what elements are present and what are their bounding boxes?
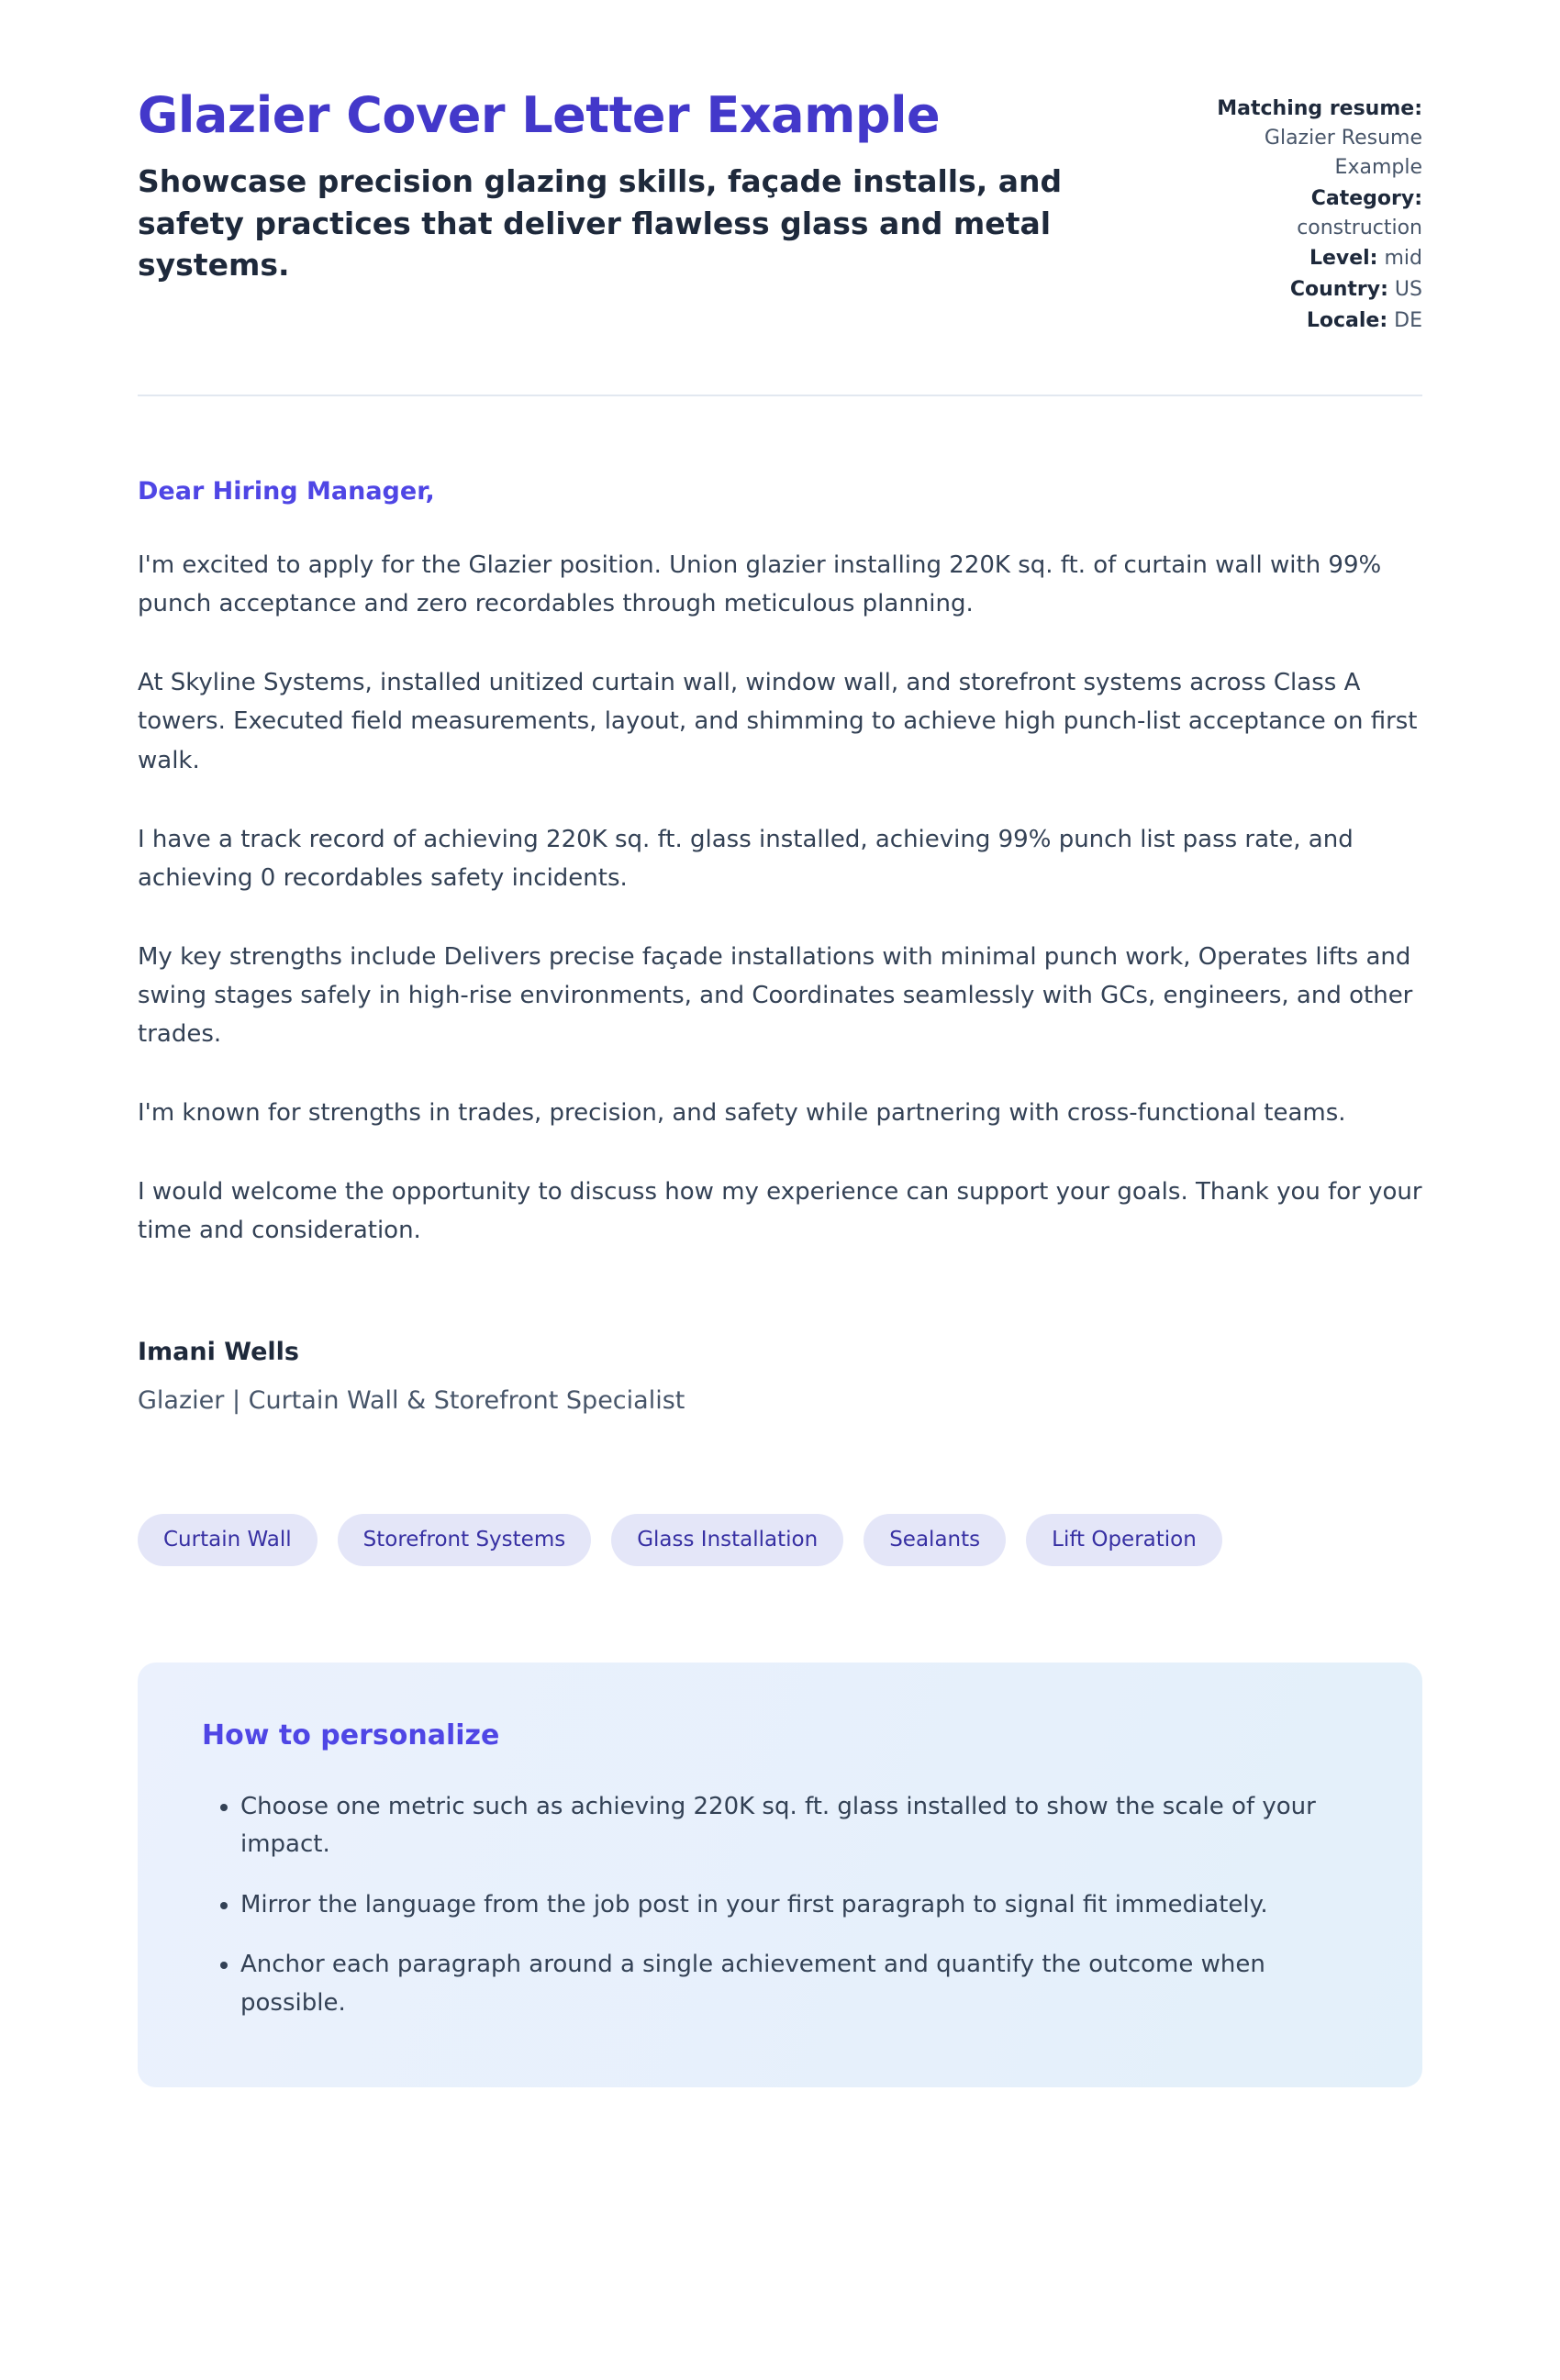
page-header xyxy=(138,87,1422,338)
letter-paragraph: I have a track record of achieving 220K sq. ft. glass installed, achieving 99% punch list pass rate, and achieving 0 recordables safety incidents. xyxy=(138,825,1354,892)
tag-sealants[interactable]: Sealants xyxy=(864,1514,1006,1566)
signature-role: Glazier | Curtain Wall & Storefront Specialist xyxy=(138,1385,685,1415)
meta-label: Category: xyxy=(1310,186,1422,210)
meta-value: construction xyxy=(1297,216,1422,239)
personalize-list xyxy=(202,1788,1358,2023)
meta-level xyxy=(1198,244,1422,273)
letter-paragraph: I'm excited to apply for the Glazier position. Union glazier installing 220K sq. ft. of curtain wall with 99% punch acceptance and zero recordables through meticulous planning. xyxy=(138,551,1382,618)
letter-paragraph: At Skyline Systems, installed unitized curtain wall, window wall, and storefront systems across Class A towers. Executed field measurements, layout, and shimming to achieve high punch-list acceptance on first walk. xyxy=(138,669,1418,774)
tag-curtain-wall[interactable]: Curtain Wall xyxy=(138,1514,318,1566)
meta-label: Country: xyxy=(1289,278,1388,302)
meta-value: US xyxy=(1394,278,1422,302)
personalize-tip: • Choose one metric such as achieving 220K sq. ft. glass installed to show the scale of your impact. xyxy=(240,1788,1358,1864)
meta-label: Matching resume: xyxy=(1217,97,1422,120)
personalize-tip: • Mirror the language from the job post in your first paragraph to signal fit immediately. xyxy=(240,1886,1358,1925)
personalize-card xyxy=(138,1663,1422,2087)
letter-paragraph: I'm known for strengths in trades, precision, and safety while partnering with cross-functional teams. xyxy=(138,1099,1346,1128)
skill-tags xyxy=(138,1514,1422,1566)
meta-label: Locale: xyxy=(1306,309,1388,333)
meta-country xyxy=(1198,275,1422,305)
tag-lift-operation[interactable]: Lift Operation xyxy=(1026,1514,1222,1566)
letter-greeting: Dear Hiring Manager, xyxy=(138,477,435,506)
tag-glass-installation[interactable]: Glass Installation xyxy=(611,1514,843,1566)
personalize-tip: • Anchor each paragraph around a single achievement and quantify the outcome when possible. xyxy=(240,1946,1358,2022)
header-text-block xyxy=(138,87,1120,286)
letter-paragraph: I would welcome the opportunity to discuss how my experience can support your goals. Thank you for your time and consideration. xyxy=(138,1178,1422,1245)
signature-name: Imani Wells xyxy=(138,1337,299,1366)
cover-letter-body xyxy=(138,477,1422,1414)
meta-matching-resume xyxy=(1198,95,1422,183)
meta-value: Glazier Resume Example xyxy=(1264,126,1422,179)
meta-label: Level: xyxy=(1309,247,1378,271)
meta-category xyxy=(1198,184,1422,243)
header-divider xyxy=(138,395,1422,396)
letter-paragraph: My key strengths include Delivers precise façade installations with minimal punch work, Operates lifts and swing stages safely in high-rise environments, and Coordinates seamlessly with GCs, engineers, and other trades. xyxy=(138,942,1413,1049)
personalize-title: How to personalize xyxy=(202,1718,500,1752)
page-subtitle: Showcase precision glazing skills, façade installs, and safety practices that deliver flawless glass and metal systems. xyxy=(138,163,1063,284)
meta-value: DE xyxy=(1394,309,1422,333)
tag-storefront-systems[interactable]: Storefront Systems xyxy=(338,1514,592,1566)
meta-locale xyxy=(1198,306,1422,336)
page xyxy=(138,0,1422,2087)
meta-value: mid xyxy=(1384,247,1422,271)
page-title: Glazier Cover Letter Example xyxy=(138,86,941,144)
resume-meta-block xyxy=(1198,87,1422,338)
